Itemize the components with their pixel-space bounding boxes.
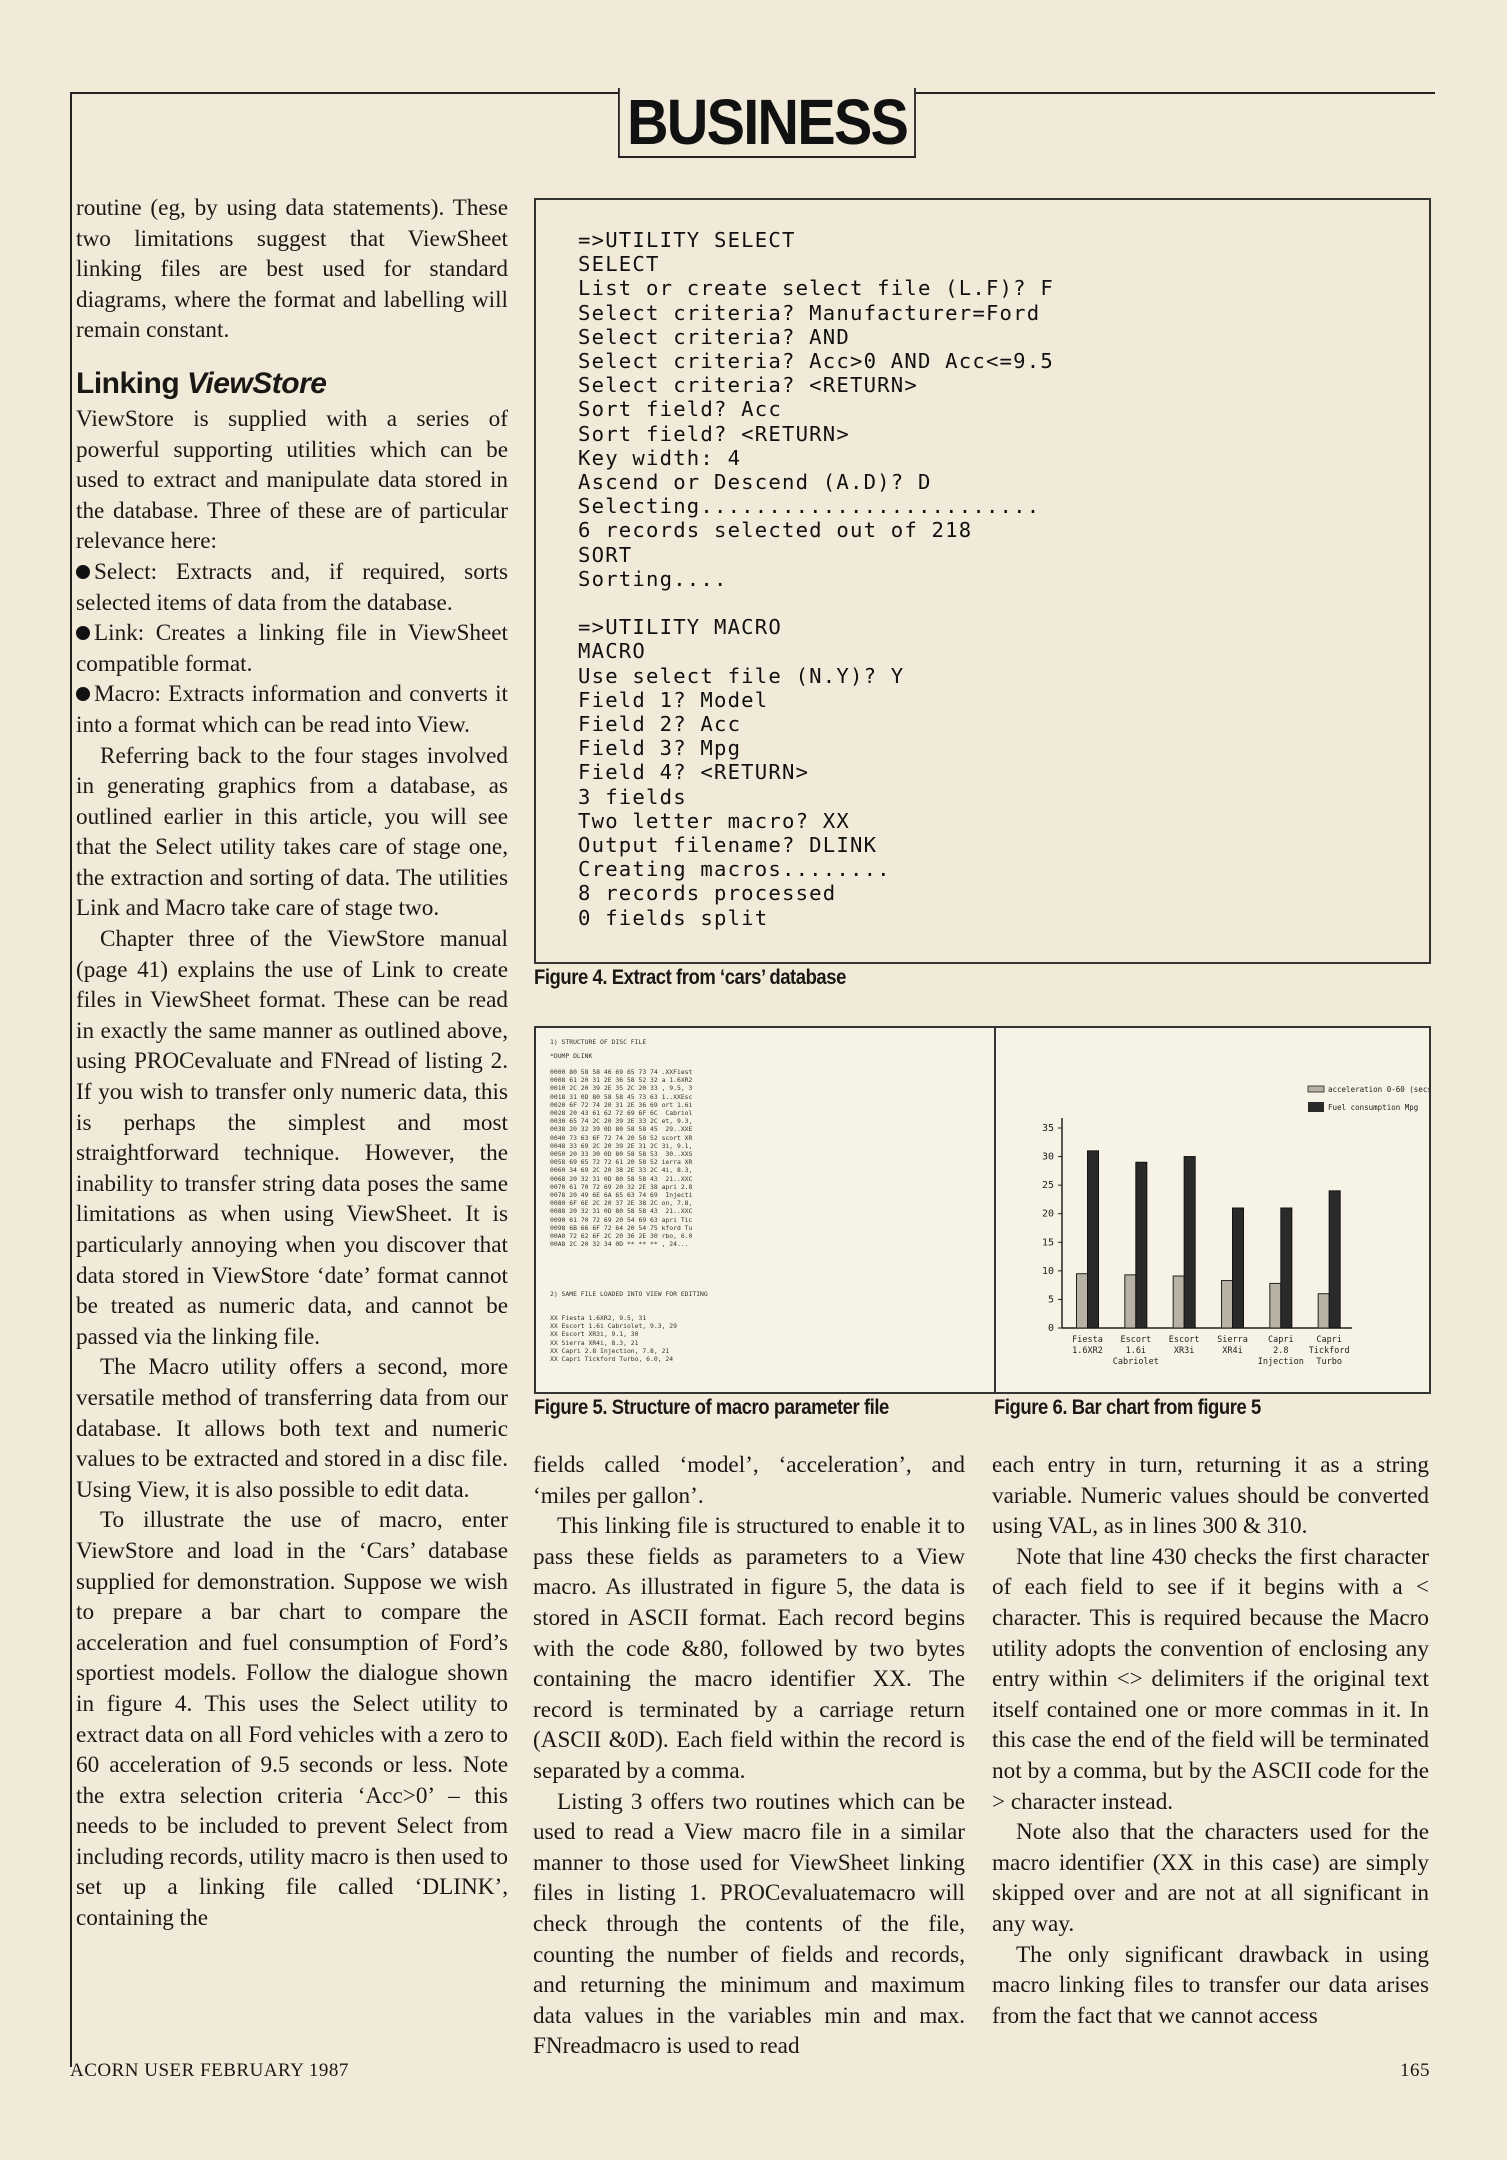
x-tick-label: Escort	[1120, 1335, 1152, 1345]
figure-5-panel	[534, 1026, 1002, 1394]
hex-dump-line: 0020 6F 72 74 20 31 2E 36 69 ort 1.6i	[550, 1100, 693, 1109]
figure-6-caption: Figure 6. Bar chart from figure 5	[994, 1396, 1261, 1419]
bullet-icon	[76, 687, 90, 701]
listing-line: Field 3? Mpg	[578, 736, 742, 761]
paragraph: This linking file is structured to enable it to pass these fields as parameters to a View macro. As illustrated in figure 5, the data is stored in ASCII format. Each record begins with the code &80, followed by two bytes containing the macro identifier XX. The record is terminated by a carriage return (ASCII &0D). Each field within the record is separated by a comma.	[533, 1513, 965, 1784]
bullet-item: Select: Extracts and, if required, sorts selected items of data from the database.	[76, 558, 508, 616]
listing-line: Output filename? DLINK	[578, 833, 878, 858]
hex-dump-line: 0038 20 32 39 0D 80 58 58 45 29..XXE	[550, 1125, 693, 1134]
legend-swatch-mpg	[1308, 1102, 1324, 1112]
view-line: XX Capri 2.8 Injection, 7.8, 21	[550, 1346, 670, 1355]
listing-line: 6 records selected out of 218	[578, 518, 973, 543]
hex-dump-line: 0078 20 49 6E 6A 65 63 74 69 Injecti	[550, 1191, 693, 1200]
listing-line: Field 2? Acc	[578, 712, 742, 737]
x-tick-label: Sierra	[1217, 1335, 1248, 1345]
bar-mpg	[1088, 1151, 1099, 1328]
listing-line: List or create select file (L.F)? F	[578, 276, 1054, 301]
paragraph: The only significant drawback in using macro linking files to transfer our data arises from the fact that we cannot access	[992, 1941, 1429, 2029]
bar-mpg	[1136, 1162, 1147, 1328]
paragraph: routine (eg, by using data statements). These two limitations suggest that ViewSheet linking files are best used for standard diagrams, where the format and labelling will remain constant.	[76, 195, 508, 344]
column-1	[76, 193, 508, 1934]
bar-mpg	[1233, 1208, 1244, 1328]
y-tick-label: 5	[1047, 1294, 1054, 1306]
hex-dump-line: 0040 73 63 6F 72 74 20 58 52 scort XR	[550, 1133, 693, 1142]
listing-line: =>UTILITY SELECT	[578, 228, 796, 252]
paragraph: fields called ‘model’, ‘acceleration’, and ‘miles per gallon’.	[533, 1452, 965, 1509]
fig5-hex-dump	[550, 1068, 692, 1248]
x-tick-label: XR3i	[1173, 1346, 1195, 1356]
x-tick-label: Cabriolet	[1112, 1357, 1159, 1367]
hex-dump-line: 0000 80 58 58 46 69 65 73 74 .XXFiest	[550, 1068, 693, 1076]
y-tick-label: 15	[1041, 1237, 1054, 1249]
x-tick-label: 1.6i	[1125, 1346, 1147, 1356]
figure-4-listing	[578, 228, 1054, 930]
y-tick-label: 20	[1041, 1208, 1054, 1220]
bar-acceleration	[1270, 1283, 1281, 1328]
listing-line: Select criteria? Acc>0 AND Acc<=9.5	[578, 349, 1054, 374]
x-tick-label: Turbo	[1316, 1357, 1342, 1367]
paragraph: Referring back to the four stages involved in generating graphics from a database, as outlined earlier in this article, you will see that the Select utility takes care of stage one, the extraction and sorting of data. The utilities Link and Macro take care of stage two.	[76, 742, 508, 922]
listing-line: MACRO	[578, 639, 646, 664]
figure-5-caption: Figure 5. Structure of macro parameter file	[534, 1396, 889, 1419]
bullet-icon	[76, 626, 90, 640]
footer-page-number: 165	[1400, 2060, 1430, 2081]
listing-line: Sort field? Acc	[578, 397, 782, 422]
hex-dump-line: 0018 31 0D 80 58 58 45 73 63 1..XXEsc	[550, 1092, 693, 1101]
listing-line: =>UTILITY MACRO	[578, 615, 782, 640]
hex-dump-line: 0010 2C 20 39 2E 35 2C 20 33 , 9.5, 3	[550, 1084, 693, 1093]
listing-line: 0 fields split	[578, 905, 769, 930]
bar-mpg	[1184, 1157, 1195, 1328]
paragraph: To illustrate the use of macro, enter ViewStore and load in the ‘Cars’ database supplied for demonstration. Suppose we wish to prepare a bar chart to compare the acceleration and fuel consumption of Ford’s sportiest models. Follow the dialogue shown in figure 4. This uses the Select utility to extract data on all Ford vehicles with a zero to 60 acceleration of 9.5 seconds or less. Note the extra selection criteria ‘Acc>0’ – this needs to be included to prevent Select from including records, utility macro is then used to set up a linking file called ‘DLINK’, containing the	[76, 1507, 508, 1932]
paragraph: The Macro utility offers a second, more versatile method of transferring data from our database. It allows both text and numeric values to be extracted and stored in a disc file. Using View, it is also possible to edit data.	[76, 1354, 508, 1503]
hex-dump-line: 0068 20 32 31 0D 80 58 58 43 21..XXC	[550, 1174, 693, 1183]
paragraph: Chapter three of the ViewStore manual (page 41) explains the use of Link to create files in ViewSheet format. These can be read in exactly the same manner as outlined above, using PROCevaluate and FNread of listing 2. If you wish to transfer only numeric data, this is perhaps the simplest and most straightforward technique. However, the inability to transfer string data poses the same limitations as when using ViewSheet. It is particularly annoying when you discover that data stored in ViewStore ‘date’ format cannot be treated as numeric data, and cannot be passed via the linking file.	[76, 926, 508, 1350]
view-line: XX Sierra XR4i, 8.3, 21	[550, 1338, 639, 1347]
listing-line: Selecting.........................	[578, 494, 1041, 519]
hex-dump-line: 00A0 72 62 6F 2C 20 36 2E 30 rbo, 6.0	[550, 1232, 693, 1241]
listing-line: SORT	[578, 542, 633, 567]
bar-chart	[996, 1028, 1429, 1392]
hex-dump-line: 0088 20 32 31 0D 80 58 58 43 21..XXC	[550, 1207, 693, 1216]
bullet-icon	[76, 565, 90, 579]
x-tick-label: Injection	[1257, 1357, 1304, 1367]
fig5-view-lines	[550, 1314, 677, 1363]
bullet-item: Macro: Extracts information and converts it into a format which can be read into View.	[76, 681, 508, 738]
bar-acceleration	[1173, 1276, 1184, 1328]
legend-label-acceleration: acceleration 0-60 (secs)	[1328, 1085, 1429, 1094]
footer-magazine: ACORN USER FEBRUARY 1987	[70, 2060, 349, 2081]
listing-line: Use select file (N.Y)? Y	[578, 663, 905, 688]
listing-line: Field 4? <RETURN>	[578, 760, 810, 785]
x-tick-label: Escort	[1168, 1335, 1200, 1345]
listing-line: Select criteria? <RETURN>	[578, 373, 918, 398]
listing-line: Ascend or Descend (A.D)? D	[578, 470, 932, 495]
section-title: BUSINESS	[618, 88, 916, 158]
column-2	[533, 1450, 965, 2062]
view-line: XX Fiesta 1.6XR2, 9.5, 31	[550, 1314, 647, 1322]
figure-4-caption: Figure 4. Extract from ‘cars’ database	[534, 966, 846, 989]
listing-line: Select criteria? Manufacturer=Ford	[578, 300, 1041, 325]
view-line: XX Escort 1.6i Cabriolet, 9.3, 29	[550, 1322, 677, 1331]
y-tick-label: 35	[1041, 1123, 1054, 1134]
figure-6-panel	[994, 1026, 1431, 1394]
y-tick-label: 0	[1047, 1323, 1054, 1334]
listing-line: Select criteria? AND	[578, 324, 850, 349]
listing-line: Key width: 4	[578, 445, 742, 470]
y-tick-label: 25	[1041, 1180, 1054, 1192]
bar-acceleration	[1222, 1281, 1233, 1328]
hex-dump-line: 0050 20 33 30 0D 80 58 58 53 30..XXS	[550, 1150, 693, 1159]
hex-dump-line: 0098 6B 66 6F 72 64 20 54 75 kford Tu	[550, 1223, 693, 1232]
x-tick-label: 1.6XR2	[1072, 1346, 1103, 1356]
hex-dump-line: 0048 33 69 2C 20 39 2E 31 2C 3i, 9.1,	[550, 1141, 693, 1150]
bar-acceleration	[1318, 1294, 1329, 1328]
paragraph: Listing 3 offers two routines which can be used to read a View macro file in a similar manner to those used for ViewSheet linking files in listing 1. PROCevaluatemacro will check through the contents of the file, counting the number of fields and records, and returning the minimum and maximum data values in the variables min and max. FNreadmacro is used to read	[533, 1788, 965, 2060]
paragraph: Note that line 430 checks the first character of each field to see if it begins with a < character. This is required because the Macro utility adopts the convention of enclosing any entry within <> delimiters if the original text itself contained one or more commas in it. In this case the end of the field will be terminated not by a comma, but by the ASCII code for the > character instead.	[992, 1543, 1429, 1815]
view-line: XX Capri Tickford Turbo, 6.0, 24	[550, 1355, 674, 1364]
bar-mpg	[1281, 1208, 1292, 1328]
hex-dump-line: 0058 69 65 72 72 61 20 58 52 ierra XR	[550, 1158, 693, 1167]
subheading: Linking ViewStore	[76, 366, 327, 400]
listing-line: Field 1? Model	[578, 687, 769, 712]
listing-line	[578, 591, 1054, 615]
bar-mpg	[1329, 1191, 1340, 1328]
hex-dump-line: 0060 34 69 2C 20 38 2E 33 2C 4i, 8.3,	[550, 1166, 693, 1175]
listing-line: 3 fields	[578, 784, 687, 809]
view-line: XX Escort XR3i, 9.1, 30	[550, 1330, 639, 1339]
hex-dump-line: 0028 20 43 61 62 72 69 6F 6C Cabriol	[550, 1109, 693, 1118]
column-3	[992, 1450, 1429, 2031]
listing-line: Sort field? <RETURN>	[578, 421, 850, 446]
hex-dump-line: 00A8 2C 20 32 34 0D ** ** ** , 24...	[550, 1240, 689, 1249]
listing-line: SELECT	[578, 252, 660, 277]
bar-acceleration	[1125, 1275, 1136, 1328]
hex-dump-line: 0008 61 20 31 2E 36 58 52 32 a 1.6XR2	[550, 1076, 693, 1085]
hex-dump-line: 0030 65 74 2C 20 39 2E 33 2C et, 9.3,	[550, 1117, 693, 1126]
frame-left-rule	[70, 92, 72, 2067]
paragraph: ViewStore is supplied with a series of powerful supporting utilities which can be used to extract and manipulate data stored in the database. Three of these are of particular relevance here:	[76, 405, 508, 555]
hex-dump-line: 0070 61 70 72 69 20 32 2E 38 apri 2.8	[550, 1182, 693, 1191]
legend-label-mpg: Fuel consumption Mpg	[1328, 1103, 1419, 1112]
y-tick-label: 30	[1041, 1151, 1054, 1163]
bar-acceleration	[1077, 1274, 1088, 1328]
hex-dump-line: 0090 61 70 72 69 20 54 69 63 apri Tic	[550, 1215, 693, 1224]
x-tick-label: Fiesta	[1072, 1335, 1103, 1345]
bullet-item: Link: Creates a linking file in ViewSheet compatible format.	[76, 620, 508, 677]
legend-swatch-acceleration	[1308, 1086, 1324, 1092]
listing-line: 8 records processed	[578, 881, 837, 906]
paragraph: each entry in turn, returning it as a string variable. Numeric values should be converted using VAL, as in lines 300 & 310.	[992, 1452, 1429, 1540]
x-tick-label: Tickford	[1308, 1346, 1350, 1356]
frame-top-rule-right	[905, 92, 1435, 94]
x-tick-label: XR4i	[1222, 1346, 1243, 1356]
listing-line: Sorting....	[578, 566, 728, 591]
x-tick-label: 2.8	[1273, 1346, 1289, 1356]
listing-line: Two letter macro? XX	[578, 808, 850, 833]
x-tick-label: Capri	[1268, 1335, 1294, 1345]
paragraph: Note also that the characters used for the macro identifier (XX in this case) are simply skipped over and are not at all significant in any way.	[992, 1819, 1429, 1937]
y-tick-label: 10	[1041, 1265, 1054, 1277]
fig5-dump-command: *DUMP DLINK	[550, 1052, 593, 1060]
hex-dump-line: 0080 6F 6E 2C 20 37 2E 38 2C on, 7.8,	[550, 1199, 693, 1208]
listing-line: Creating macros........	[578, 857, 891, 882]
fig5-title-1: 1) STRUCTURE OF DISC FILE	[550, 1038, 647, 1046]
x-tick-label: Capri	[1316, 1335, 1342, 1345]
fig5-title-2: 2) SAME FILE LOADED INTO VIEW FOR EDITING	[550, 1290, 708, 1298]
